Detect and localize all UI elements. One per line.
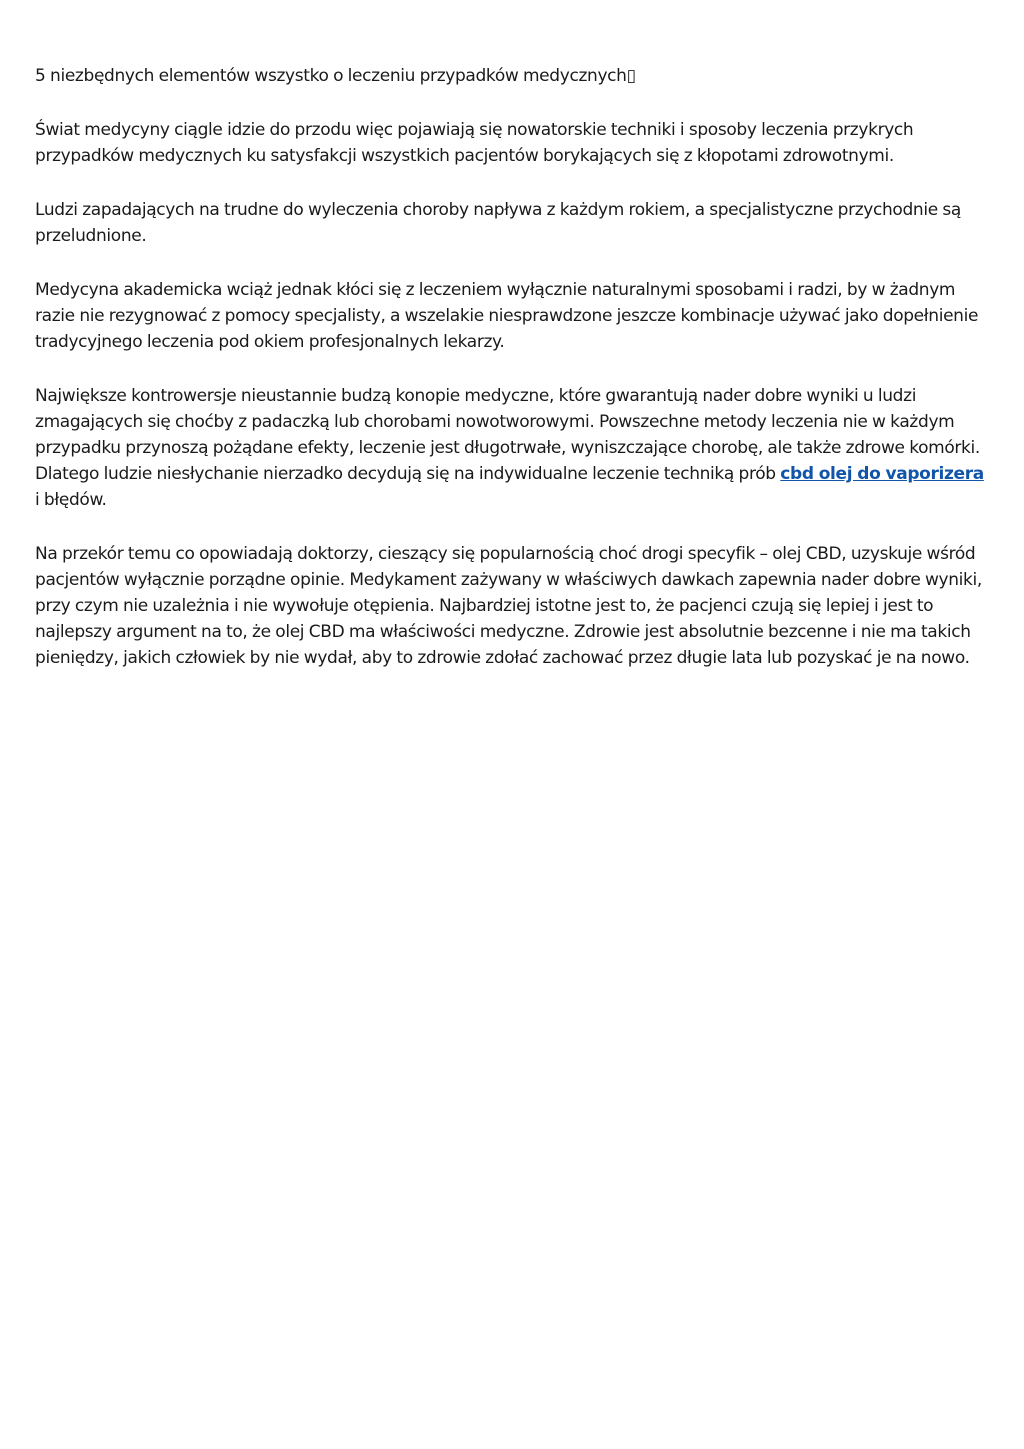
paragraph-4-text-after-link: i błędów. bbox=[35, 490, 107, 510]
paragraph-5: Na przekór temu co opowiadają doktorzy, cieszący się popularnością choć drogi specyfik – olej CBD, uzyskuje wśród pacjentów wyłącznie porządne opinie. Medykament zażywany w właściwych dawkach zapewnia nader dobre wyniki, przy czym nie uzależnia i nie wywołuje otępienia. Najbardziej istotne jest to, że pacjenci czują się lepiej i jest to najlepszy argument na to, że olej CBD ma właściwości medyczne. Zdrowie jest absolutnie bezcenne i nie ma takich pieniędzy, jakich człowiek by nie wydał, aby to zdrowie zdołać zachować przez długie lata lub pozyskać je na nowo. bbox=[35, 544, 982, 668]
paragraph-3: Medycyna akademicka wciąż jednak kłóci się z leczeniem wyłącznie naturalnymi sposobami i radzi, by w żadnym razie nie rezygnować z pomocy specjalisty, a wszelakie niesprawdzone jeszcze kombinacje używać jako dopełnienie tradycyjnego leczenia pod okiem profesjonalnych lekarzy. bbox=[35, 280, 979, 352]
paragraph-1: Świat medycyny ciągle idzie do przodu więc pojawiają się nowatorskie techniki i sposoby leczenia przykrych przypadków medycznych ku satysfakcji wszystkich pacjentów borykających się z kłopotami zdrowotnymi. bbox=[35, 120, 914, 166]
document-body bbox=[35, 63, 990, 699]
paragraph-4-text-before-link: Największe kontrowersje nieustannie budzą konopie medyczne, które gwarantują nader dobre wyniki u ludzi zmagających się choćby z padaczką lub chorobami nowotworowymi. Powszechne metody leczenia nie w każdym przypadku przynoszą pożądane efekty, leczenie jest długotrwałe, wyniszczające chorobę, ale także zdrowe komórki. Dlatego ludzie niesłychanie nierzadko decydują się na indywidualne leczenie techniką prób bbox=[35, 386, 980, 484]
paragraph-2: Ludzi zapadających na trudne do wyleczenia choroby napływa z każdym rokiem, a specjalistyczne przychodnie są przeludnione. bbox=[35, 200, 961, 246]
cbd-oil-link[interactable]: cbd olej do vaporizera bbox=[780, 464, 984, 484]
paragraph-4 bbox=[35, 383, 990, 513]
document-title: 5 niezbędnych elementów wszystko o leczeniu przypadków medycznych▯ bbox=[35, 66, 636, 86]
